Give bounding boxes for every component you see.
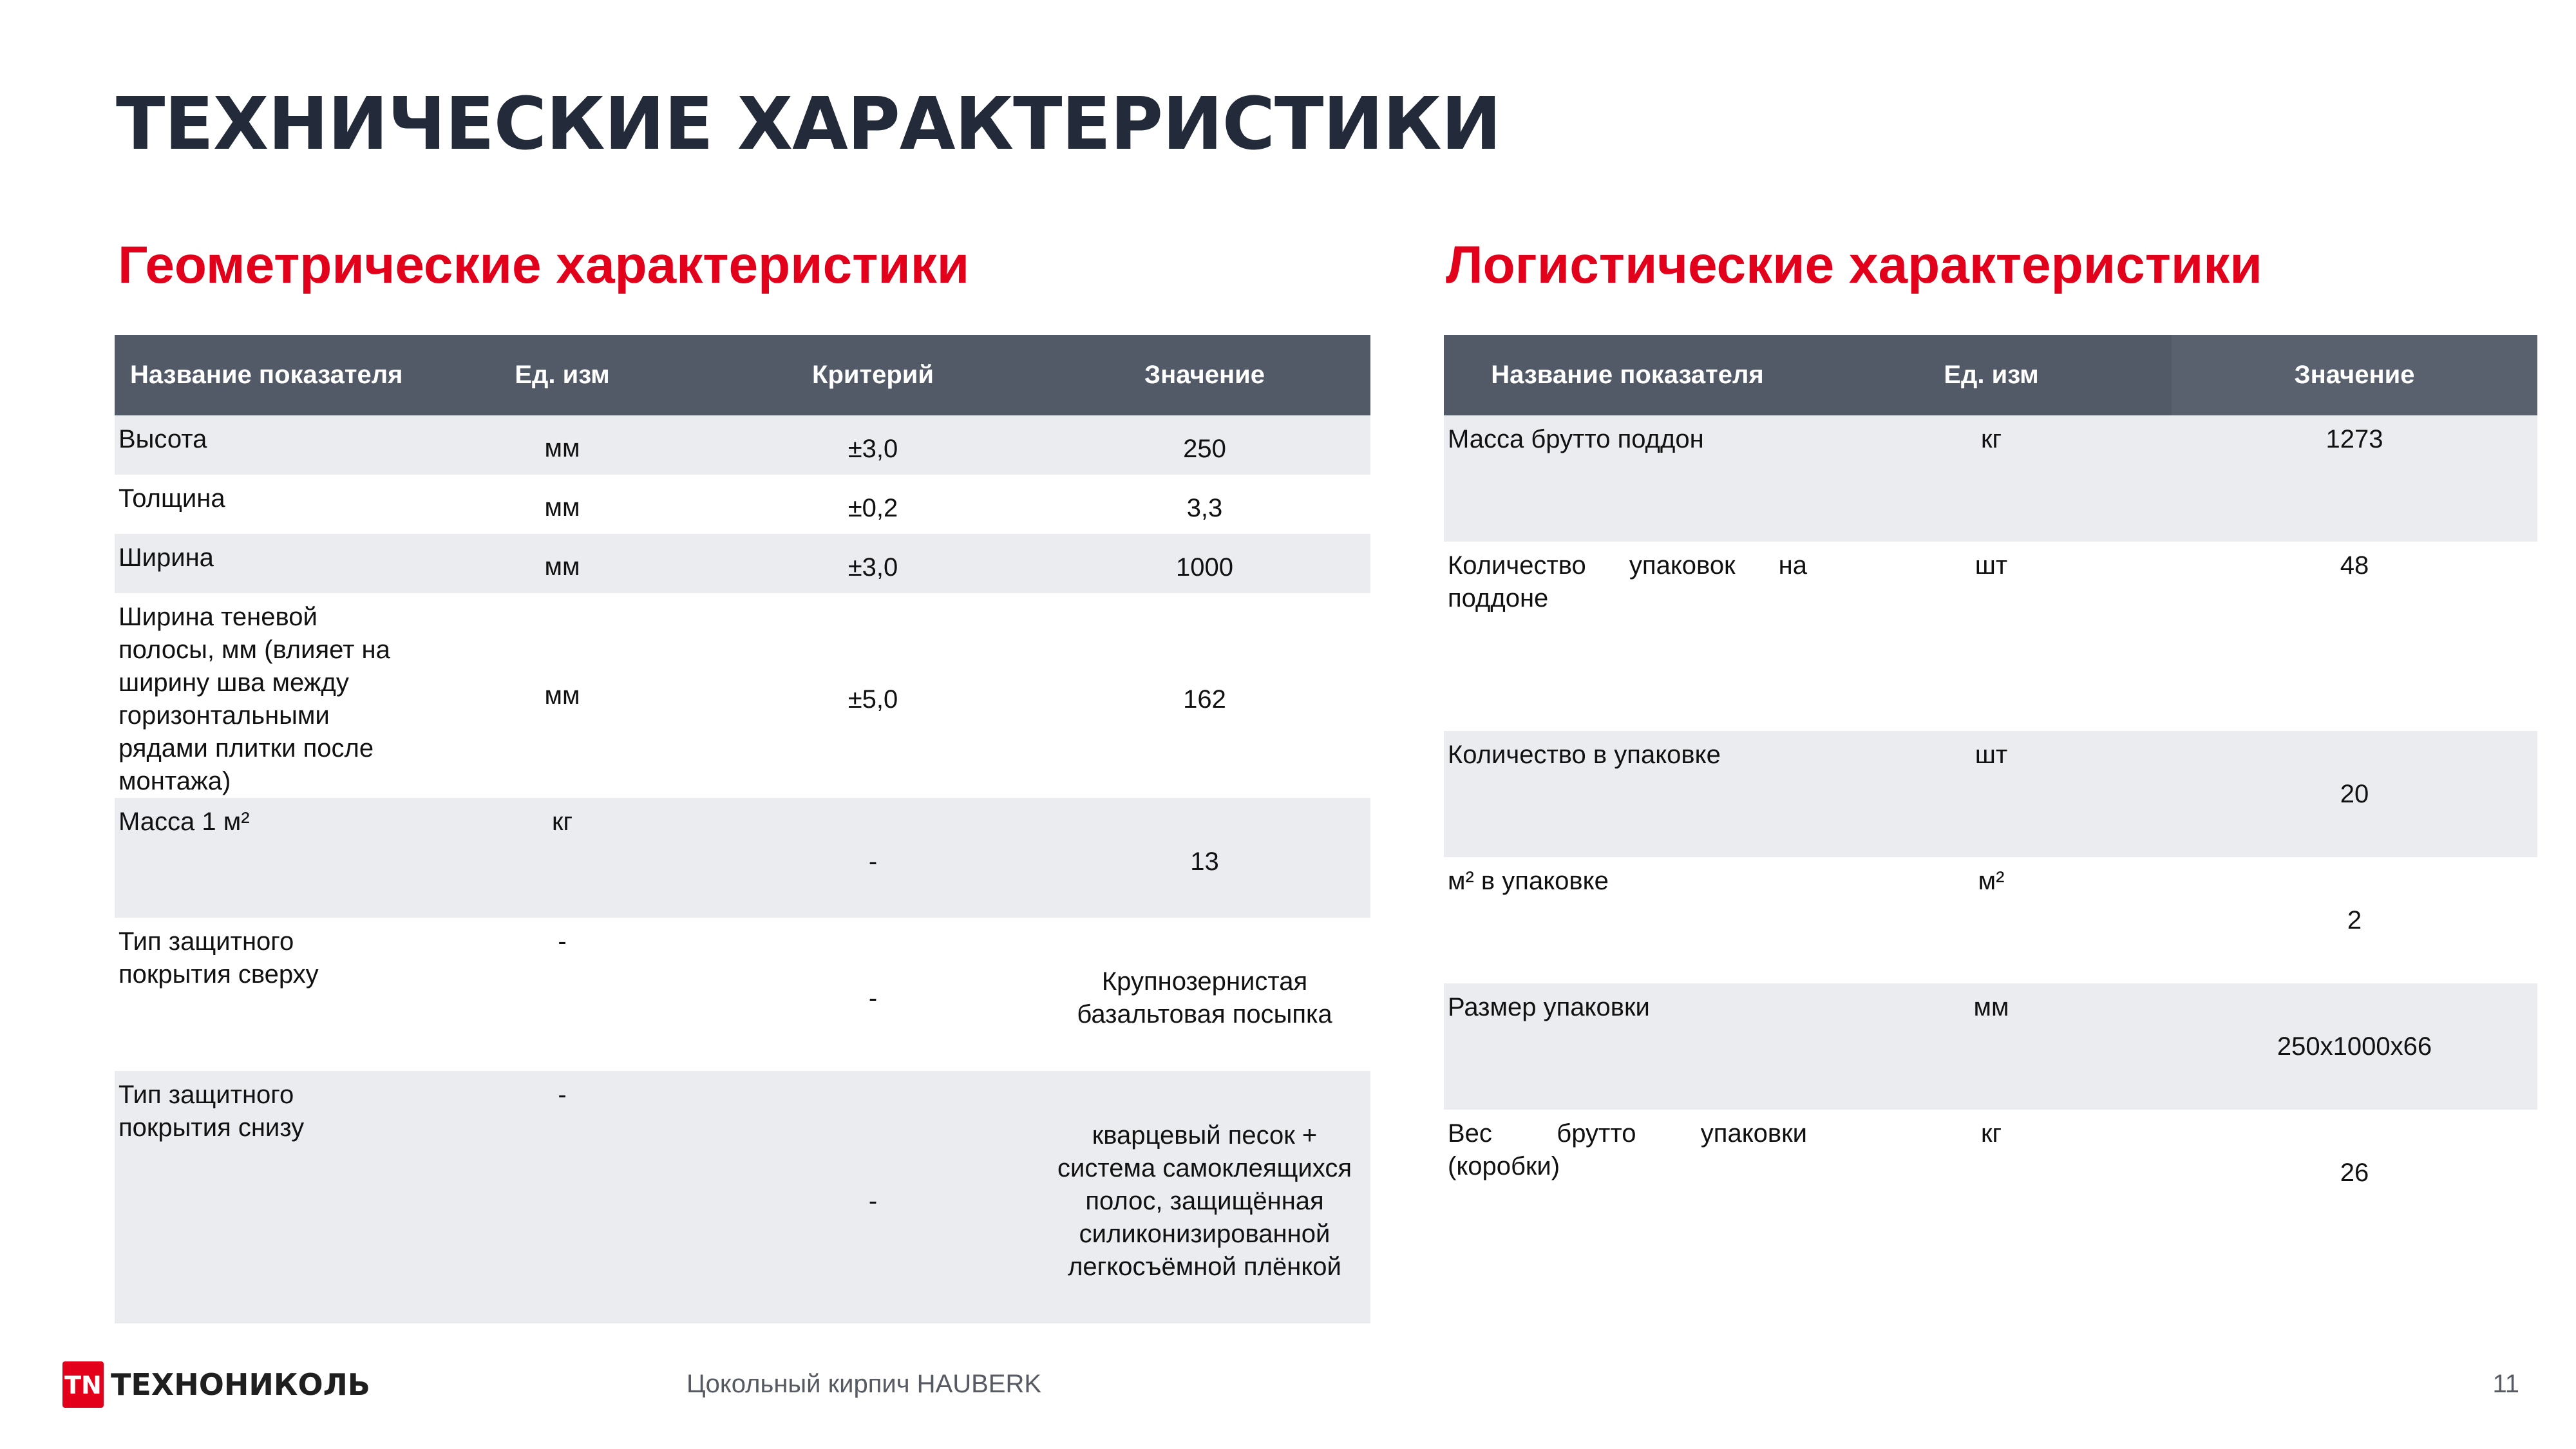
column-header-name: Название показателя bbox=[115, 335, 417, 415]
row-name: Тип защитного покрытия снизу bbox=[115, 1071, 417, 1323]
row-unit: мм bbox=[544, 681, 580, 710]
row-name: Ширина теневой полосы, мм (влияет на ширину шва между горизонтальными рядами плитки после монтажа) bbox=[118, 603, 390, 795]
row-name: Количество в упаковке bbox=[1444, 731, 1811, 857]
geometric-section-title: Геометрические характеристики bbox=[118, 236, 970, 294]
row-value: 3,3 bbox=[1186, 493, 1223, 522]
table-header-row bbox=[115, 335, 1370, 415]
table-header-row bbox=[1444, 335, 2537, 415]
geometric-table bbox=[115, 335, 1370, 1323]
row-name: м² в упаковке bbox=[1448, 867, 1609, 895]
row-value: 250 bbox=[1039, 415, 1370, 475]
table-row bbox=[115, 534, 1370, 593]
table-row bbox=[1444, 1110, 2537, 1236]
table-row bbox=[115, 1071, 1370, 1323]
logistic-section-title: Логистические характеристики bbox=[1446, 236, 2262, 294]
row-unit: кг bbox=[1811, 415, 2172, 542]
page-number: 11 bbox=[2492, 1370, 2519, 1398]
row-name: Вес брутто упаковки (коробки) bbox=[1448, 1119, 1807, 1180]
table-row bbox=[115, 415, 1370, 475]
row-criterion: ±5,0 bbox=[848, 685, 898, 714]
row-name: Количество упаковок на поддоне bbox=[1448, 551, 1807, 612]
table-row bbox=[115, 593, 1370, 798]
row-criterion: ±3,0 bbox=[707, 415, 1039, 475]
row-name: Тип защитного покрытия сверху bbox=[118, 927, 319, 989]
row-unit: - bbox=[558, 927, 567, 956]
row-criterion: - bbox=[868, 983, 878, 1012]
column-header-name: Название показателя bbox=[1444, 335, 1811, 415]
row-unit: шт bbox=[1811, 731, 2172, 857]
column-header-value: Значение bbox=[2172, 335, 2537, 415]
row-name: Толщина bbox=[118, 484, 225, 513]
row-criterion: ±0,2 bbox=[848, 493, 898, 522]
row-name: Ширина bbox=[115, 534, 417, 593]
row-unit: м² bbox=[1978, 867, 2005, 895]
row-unit: мм bbox=[417, 415, 707, 475]
brand-name: ТЕХНОНИКОЛЬ bbox=[111, 1367, 370, 1402]
row-unit: - bbox=[417, 1071, 707, 1323]
column-header-criterion: Критерий bbox=[707, 335, 1039, 415]
table-row bbox=[1444, 857, 2537, 983]
row-name: Масса брутто поддон bbox=[1444, 415, 1811, 542]
table-row bbox=[1444, 542, 2537, 731]
table-row bbox=[1444, 415, 2537, 542]
row-value: 26 bbox=[2340, 1158, 2369, 1187]
column-header-unit: Ед. изм bbox=[1811, 335, 2172, 415]
row-unit: мм bbox=[1811, 983, 2172, 1110]
row-value: 48 bbox=[2340, 551, 2369, 580]
row-criterion: - bbox=[707, 798, 1039, 918]
page-title: ТЕХНИЧЕСКИЕ ХАРАКТЕРИСТИКИ bbox=[116, 82, 1501, 166]
row-name: Масса 1 м² bbox=[115, 798, 417, 918]
row-value: 1273 bbox=[2172, 415, 2537, 542]
row-unit: кг bbox=[417, 798, 707, 918]
column-header-value: Значение bbox=[1039, 335, 1370, 415]
column-header-unit: Ед. изм bbox=[417, 335, 707, 415]
table-row bbox=[115, 918, 1370, 1071]
row-value: 250x1000x66 bbox=[2172, 983, 2537, 1110]
row-value: 162 bbox=[1183, 685, 1226, 714]
row-value: Крупнозернистая базальтовая посыпка bbox=[1077, 967, 1332, 1028]
svg-text:TN: TN bbox=[64, 1371, 102, 1399]
row-name: Размер упаковки bbox=[1444, 983, 1811, 1110]
table-row bbox=[115, 798, 1370, 918]
technonicol-logo-icon bbox=[62, 1361, 104, 1408]
row-value: кварцевый песок + система самоклеящихся полос, защищённая силиконизированной легкосъёмной плёнкой bbox=[1039, 1071, 1370, 1323]
row-value: 20 bbox=[2172, 731, 2537, 857]
footer-subtitle: Цокольный кирпич HAUBERK bbox=[687, 1370, 1042, 1398]
logistic-table bbox=[1444, 335, 2537, 1236]
table-row bbox=[1444, 731, 2537, 857]
row-unit: кг bbox=[1980, 1119, 2002, 1148]
row-criterion: ±3,0 bbox=[707, 534, 1039, 593]
table-row bbox=[115, 475, 1370, 534]
row-unit: мм bbox=[544, 493, 580, 522]
row-unit: мм bbox=[417, 534, 707, 593]
row-name: Высота bbox=[115, 415, 417, 475]
table-row bbox=[1444, 983, 2537, 1110]
row-value: 2 bbox=[2347, 905, 2362, 934]
row-value: 13 bbox=[1039, 798, 1370, 918]
row-value: 1000 bbox=[1039, 534, 1370, 593]
row-criterion: - bbox=[707, 1071, 1039, 1323]
row-unit: шт bbox=[1975, 551, 2008, 580]
